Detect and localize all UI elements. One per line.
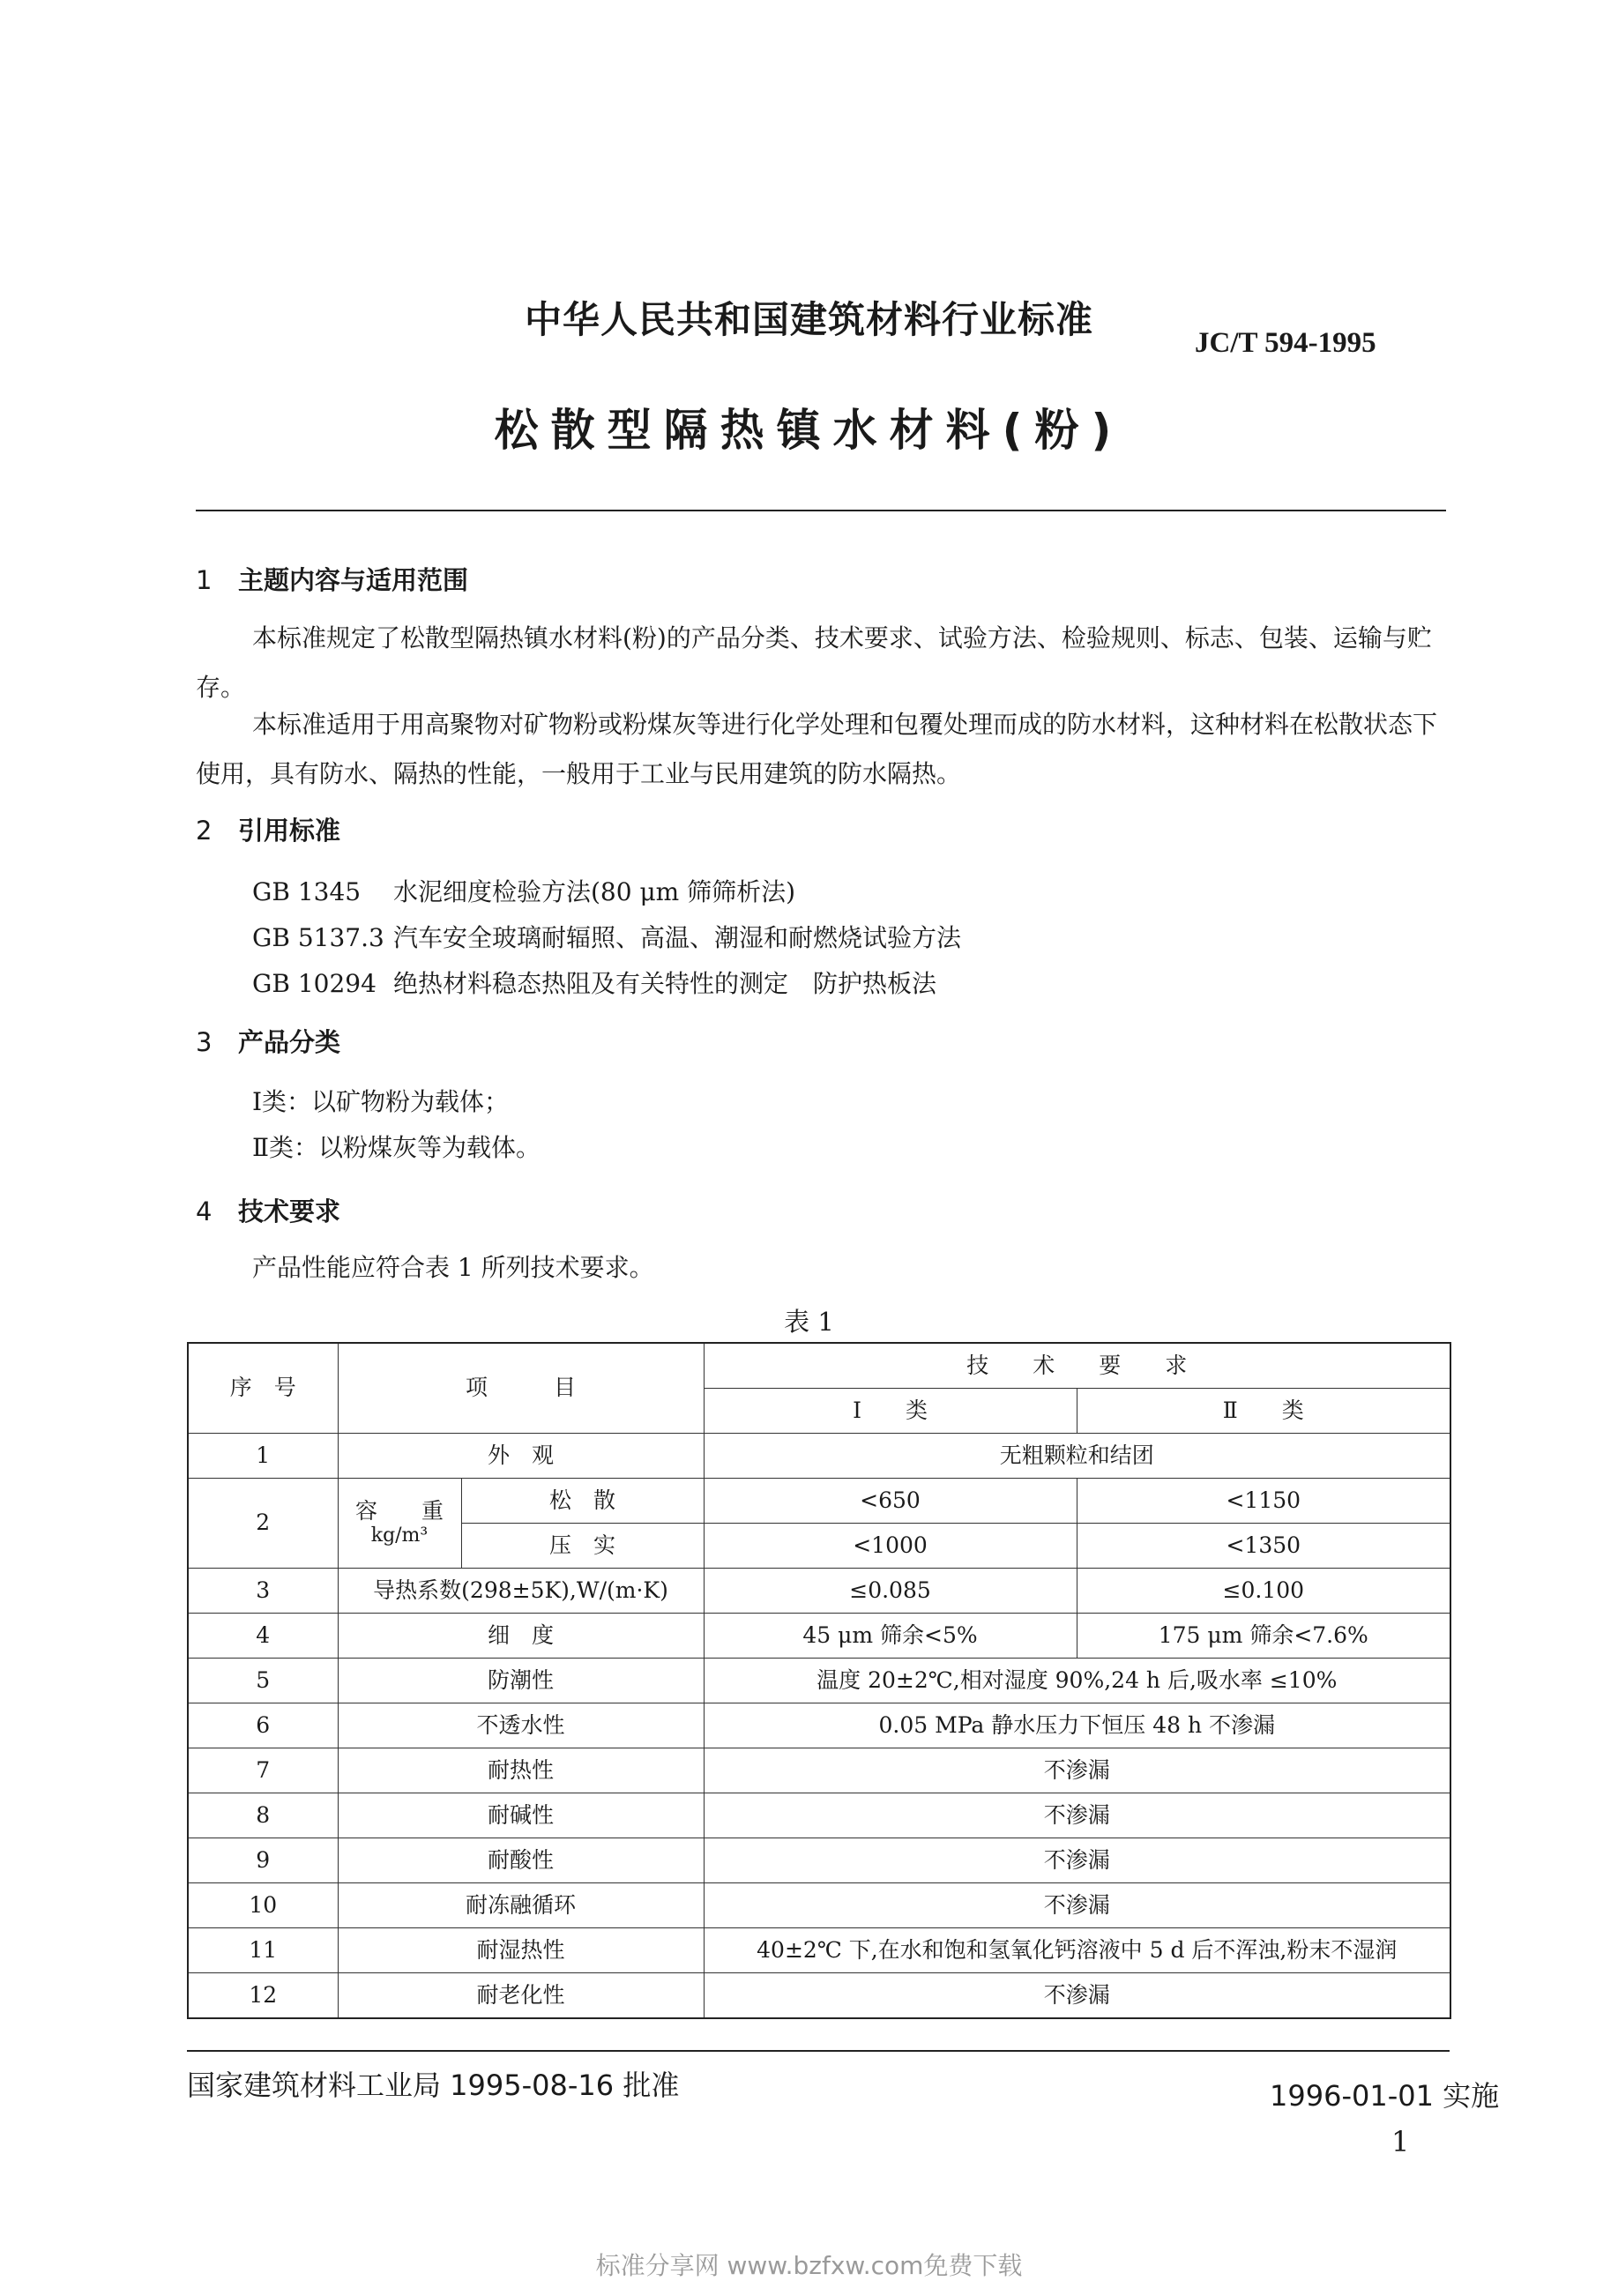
table-row bbox=[188, 1883, 1450, 1928]
row-class-1: ≤0.085 bbox=[704, 1569, 1077, 1614]
reference-name: 绝热材料稳态热阻及有关特性的测定 防护热板法 bbox=[393, 969, 937, 998]
row-class-2: 175 μm 筛余<7.6% bbox=[1077, 1614, 1450, 1659]
section-1-heading bbox=[196, 561, 468, 597]
table-row bbox=[188, 1703, 1450, 1748]
row-seq: 3 bbox=[188, 1569, 338, 1614]
row-seq: 6 bbox=[188, 1703, 338, 1748]
row-value: 不渗漏 bbox=[704, 1973, 1450, 2019]
table-row bbox=[188, 1614, 1450, 1659]
implementation-date: 1996-01-01 实施 bbox=[1270, 2079, 1500, 2113]
header-seq: 序 号 bbox=[188, 1343, 338, 1434]
header-class-1: Ⅰ 类 bbox=[704, 1389, 1077, 1434]
watermark: 标准分享网 www.bzfxw.com免费下载 bbox=[595, 2251, 1023, 2280]
row-class-2: ≤0.100 bbox=[1077, 1569, 1450, 1614]
table-row bbox=[188, 1434, 1450, 1479]
header-item: 项 目 bbox=[338, 1343, 704, 1434]
title-divider bbox=[196, 510, 1446, 511]
row-value: 40±2℃ 下,在水和饱和氢氧化钙溶液中 5 d 后不浑浊,粉末不湿润 bbox=[704, 1928, 1450, 1973]
row-item: 耐碱性 bbox=[338, 1793, 704, 1838]
section-2-heading bbox=[196, 811, 340, 847]
row-class-2: <1350 bbox=[1077, 1524, 1450, 1569]
row-seq: 4 bbox=[188, 1614, 338, 1659]
row-seq: 5 bbox=[188, 1659, 338, 1703]
row-item: 耐老化性 bbox=[338, 1973, 704, 2019]
reference-code: GB 5137.3 bbox=[252, 923, 384, 952]
group-unit: kg/m³ bbox=[370, 1524, 429, 1547]
table-row bbox=[188, 1659, 1450, 1703]
class-item: Ⅰ类：以矿物粉为载体； bbox=[252, 1087, 510, 1116]
row-value: 温度 20±2℃,相对湿度 90%,24 h 后,吸水率 ≤10% bbox=[704, 1659, 1450, 1703]
row-value: 不渗漏 bbox=[704, 1793, 1450, 1838]
row-item: 压 实 bbox=[461, 1524, 704, 1569]
row-seq: 1 bbox=[188, 1434, 338, 1479]
row-item: 耐湿热性 bbox=[338, 1928, 704, 1973]
approval-line: 国家建筑材料工业局 1995-08-16 批准 bbox=[187, 2069, 680, 2102]
row-seq: 12 bbox=[188, 1973, 338, 2019]
reference-item bbox=[252, 965, 936, 1000]
section-4-number: 4 bbox=[196, 1196, 213, 1226]
section-4-paragraph: 产品性能应符合表 1 所列技术要求。 bbox=[252, 1253, 654, 1282]
class-item: Ⅱ类：以粉煤灰等为载体。 bbox=[252, 1133, 541, 1162]
section-3-number: 3 bbox=[196, 1027, 213, 1057]
org-title: 中华人民共和国建筑材料行业标准 bbox=[524, 298, 1093, 341]
row-item: 松 散 bbox=[461, 1479, 704, 1524]
row-value: 不渗漏 bbox=[704, 1748, 1450, 1793]
row-group bbox=[338, 1479, 461, 1569]
row-seq: 11 bbox=[188, 1928, 338, 1973]
reference-item bbox=[252, 919, 961, 954]
section-3-title: 产品分类 bbox=[238, 1027, 341, 1057]
row-item: 耐冻融循环 bbox=[338, 1883, 704, 1928]
row-class-1: <650 bbox=[704, 1479, 1077, 1524]
reference-item bbox=[252, 873, 795, 908]
reference-code: GB 10294 bbox=[252, 969, 377, 998]
table-row bbox=[188, 1973, 1450, 2019]
row-item: 外 观 bbox=[338, 1434, 704, 1479]
row-seq: 10 bbox=[188, 1883, 338, 1928]
row-seq: 8 bbox=[188, 1793, 338, 1838]
row-item: 耐酸性 bbox=[338, 1838, 704, 1883]
table-row bbox=[188, 1748, 1450, 1793]
table-row bbox=[188, 1838, 1450, 1883]
section-2-title: 引用标准 bbox=[238, 816, 341, 846]
header-requirements: 技 术 要 求 bbox=[704, 1343, 1450, 1389]
document-title: 松散型隔热镇水材料(粉) bbox=[494, 405, 1124, 456]
table-row bbox=[188, 1479, 1450, 1524]
row-seq: 7 bbox=[188, 1748, 338, 1793]
reference-name: 汽车安全玻璃耐辐照、高温、潮湿和耐燃烧试验方法 bbox=[393, 923, 962, 952]
section-1-title: 主题内容与适用范围 bbox=[238, 565, 469, 595]
table-row bbox=[188, 1928, 1450, 1973]
row-seq: 2 bbox=[188, 1479, 338, 1569]
standard-code: JC/T 594-1995 bbox=[1195, 327, 1376, 359]
reference-name: 水泥细度检验方法(80 μm 筛筛析法) bbox=[393, 877, 796, 906]
row-class-1: 45 μm 筛余<5% bbox=[704, 1614, 1077, 1659]
reference-code: GB 1345 bbox=[252, 877, 362, 906]
table-header-row bbox=[188, 1343, 1450, 1389]
row-item: 细 度 bbox=[338, 1614, 704, 1659]
section-1-paragraph-2: 本标准适用于用高聚物对矿物粉或粉煤灰等进行化学处理和包覆处理而成的防水材料，这种材料在松散状态下使用，具有防水、隔热的性能，一般用于工业与民用建筑的防水隔热。 bbox=[196, 710, 1438, 788]
section-4-heading bbox=[196, 1192, 340, 1228]
section-2-number: 2 bbox=[196, 816, 213, 846]
row-item: 导热系数(298±5K),W/(m·K) bbox=[338, 1569, 704, 1614]
page-number: 1 bbox=[1391, 2125, 1410, 2158]
row-class-2: <1150 bbox=[1077, 1479, 1450, 1524]
header-class-2: Ⅱ 类 bbox=[1077, 1389, 1450, 1434]
table-caption: 表 1 bbox=[784, 1307, 834, 1337]
section-1-number: 1 bbox=[196, 565, 213, 595]
row-item: 耐热性 bbox=[338, 1748, 704, 1793]
section-3-heading bbox=[196, 1023, 340, 1059]
footer-divider bbox=[187, 2050, 1450, 2052]
table-row bbox=[188, 1793, 1450, 1838]
section-4-title: 技术要求 bbox=[238, 1196, 341, 1226]
row-class-1: <1000 bbox=[704, 1524, 1077, 1569]
row-value: 无粗颗粒和结团 bbox=[704, 1434, 1450, 1479]
row-item: 不透水性 bbox=[338, 1703, 704, 1748]
requirements-table bbox=[187, 1342, 1451, 2019]
section-1-paragraph-1: 本标准规定了松散型隔热镇水材料(粉)的产品分类、技术要求、试验方法、检验规则、标志、包装、运输与贮存。 bbox=[196, 623, 1432, 702]
row-value: 不渗漏 bbox=[704, 1838, 1450, 1883]
row-value: 0.05 MPa 静水压力下恒压 48 h 不渗漏 bbox=[704, 1703, 1450, 1748]
row-value: 不渗漏 bbox=[704, 1883, 1450, 1928]
row-seq: 9 bbox=[188, 1838, 338, 1883]
table-row bbox=[188, 1569, 1450, 1614]
group-label: 容 重 bbox=[354, 1498, 444, 1524]
row-item: 防潮性 bbox=[338, 1659, 704, 1703]
